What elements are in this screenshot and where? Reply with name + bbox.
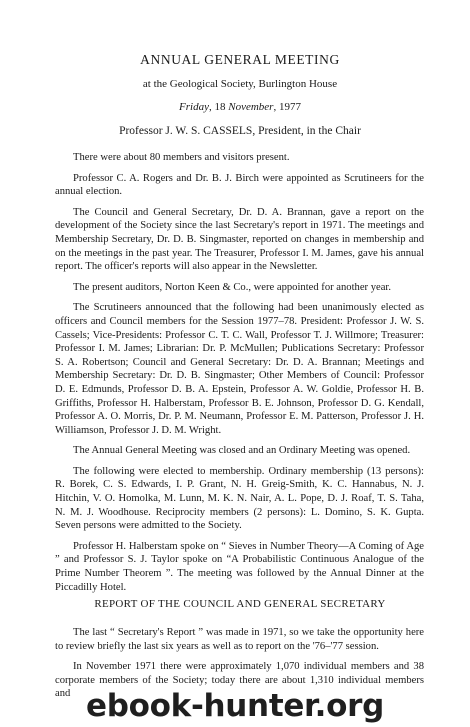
paragraph-talks: Professor H. Halberstam spoke on “ Sieves in Number Theory—A Coming of Age ” and Professor S. J. Taylor spoke on “A Probabilistic Continuous Analogue of the Prime Number Theorem ”. The meeting was followed by the Annual Dinner at the Piccadilly Hotel. — [55, 540, 424, 593]
paragraph-auditors: The present auditors, Norton Keen & Co., were appointed for another year. — [73, 281, 392, 293]
meeting-date-day: Friday — [179, 101, 209, 113]
watermark-text: ebook-hunter.org — [86, 688, 384, 724]
minutes-body — [55, 151, 424, 601]
meeting-date-month: November — [228, 101, 274, 113]
paragraph-reports: The Council and General Secretary, Dr. D. A. Brannan, gave a report on the development of the Society since the last Secretary's report in 1971. The meetings and Membership Secretary, Dr. D. B. Singmaster, reported on changes in membership and on the meetings in the past year. The Treasurer, Professor I. M. James, gave his annual report. The officer's reports will also appear in the Newsletter. — [55, 206, 424, 273]
meeting-venue: at the Geological Society, Burlington House — [142, 78, 338, 90]
paragraph-election: The Scrutineers announced that the following had been unanimously elected as officers and Council members for the Session 1977–78. President: Professor J. W. S. Cassels; Vice-Presidents: Professor C. T. C. Wall, Professor T. J. Willmore; Treasurer: Professor I. M. James; Librarian: Dr. P. McMullen; Publications Secretary: Professor S. A. Robertson; Council and General Secretary: Dr. D. A. Brannan; Meetings and Membership Secretary: Dr. D. B. Singmaster; Other Members of Council: Professor D. E. Edmunds, Professor D. B. A. Epstein, Professor A. W. Goldie, Professor H. B. Griffiths, Professor H. Halberstam, Professor B. E. Johnson, Professor D. G. Kendall, Professor A. O. Morris, Dr. P. M. Neumann, Professor E. M. Patterson, Professor J. H. Williamson, Professor J. D. M. Wright. — [55, 302, 424, 436]
meeting-date — [40, 101, 440, 113]
meeting-date-year: , 1977 — [273, 101, 301, 113]
meeting-date-comma: , 18 — [208, 101, 229, 113]
section-heading: REPORT OF THE COUNCIL AND GENERAL SECRETARY — [94, 598, 386, 610]
paragraph-membership: The following were elected to membership. Ordinary membership (13 persons): R. Borek, C. S. Edwards, I. P. Grant, N. H. Greig-Smith, K. C. Hannabus, N. J. Hitchin, V. O. Homolka, M. Lunn, M. K. N. Nair, A. L. Pope, D. J. Roaf, T. S. Taha, N. M. J. Woodhouse. Reciprocity members (2 persons): L. Domino, S. K. Gupta. Seven persons were admitted to the Society. — [55, 465, 424, 532]
paragraph-attendance: There were about 80 members and visitors present. — [73, 152, 290, 163]
paragraph-report-intro: The last “ Secretary's Report ” was made in 1971, so we take the opportunity here to review briefly the last six years as well as to report on the '76–'77 session. — [55, 627, 424, 652]
paragraph-closing: The Annual General Meeting was closed and an Ordinary Meeting was opened. — [73, 445, 411, 457]
paragraph-report-membership: In November 1971 there were approximately 1,070 individual members and 38 corporate members of the Society; today there are about 1,310 individual members and — [55, 661, 424, 700]
paragraph-scrutineers: Professor C. A. Rogers and Dr. B. J. Birch were appointed as Scrutineers for the annual election. — [55, 172, 424, 198]
page-title: ANNUAL GENERAL MEETING — [140, 52, 340, 67]
meeting-chair: Professor J. W. S. CASSELS, President, in the Chair — [119, 125, 361, 137]
